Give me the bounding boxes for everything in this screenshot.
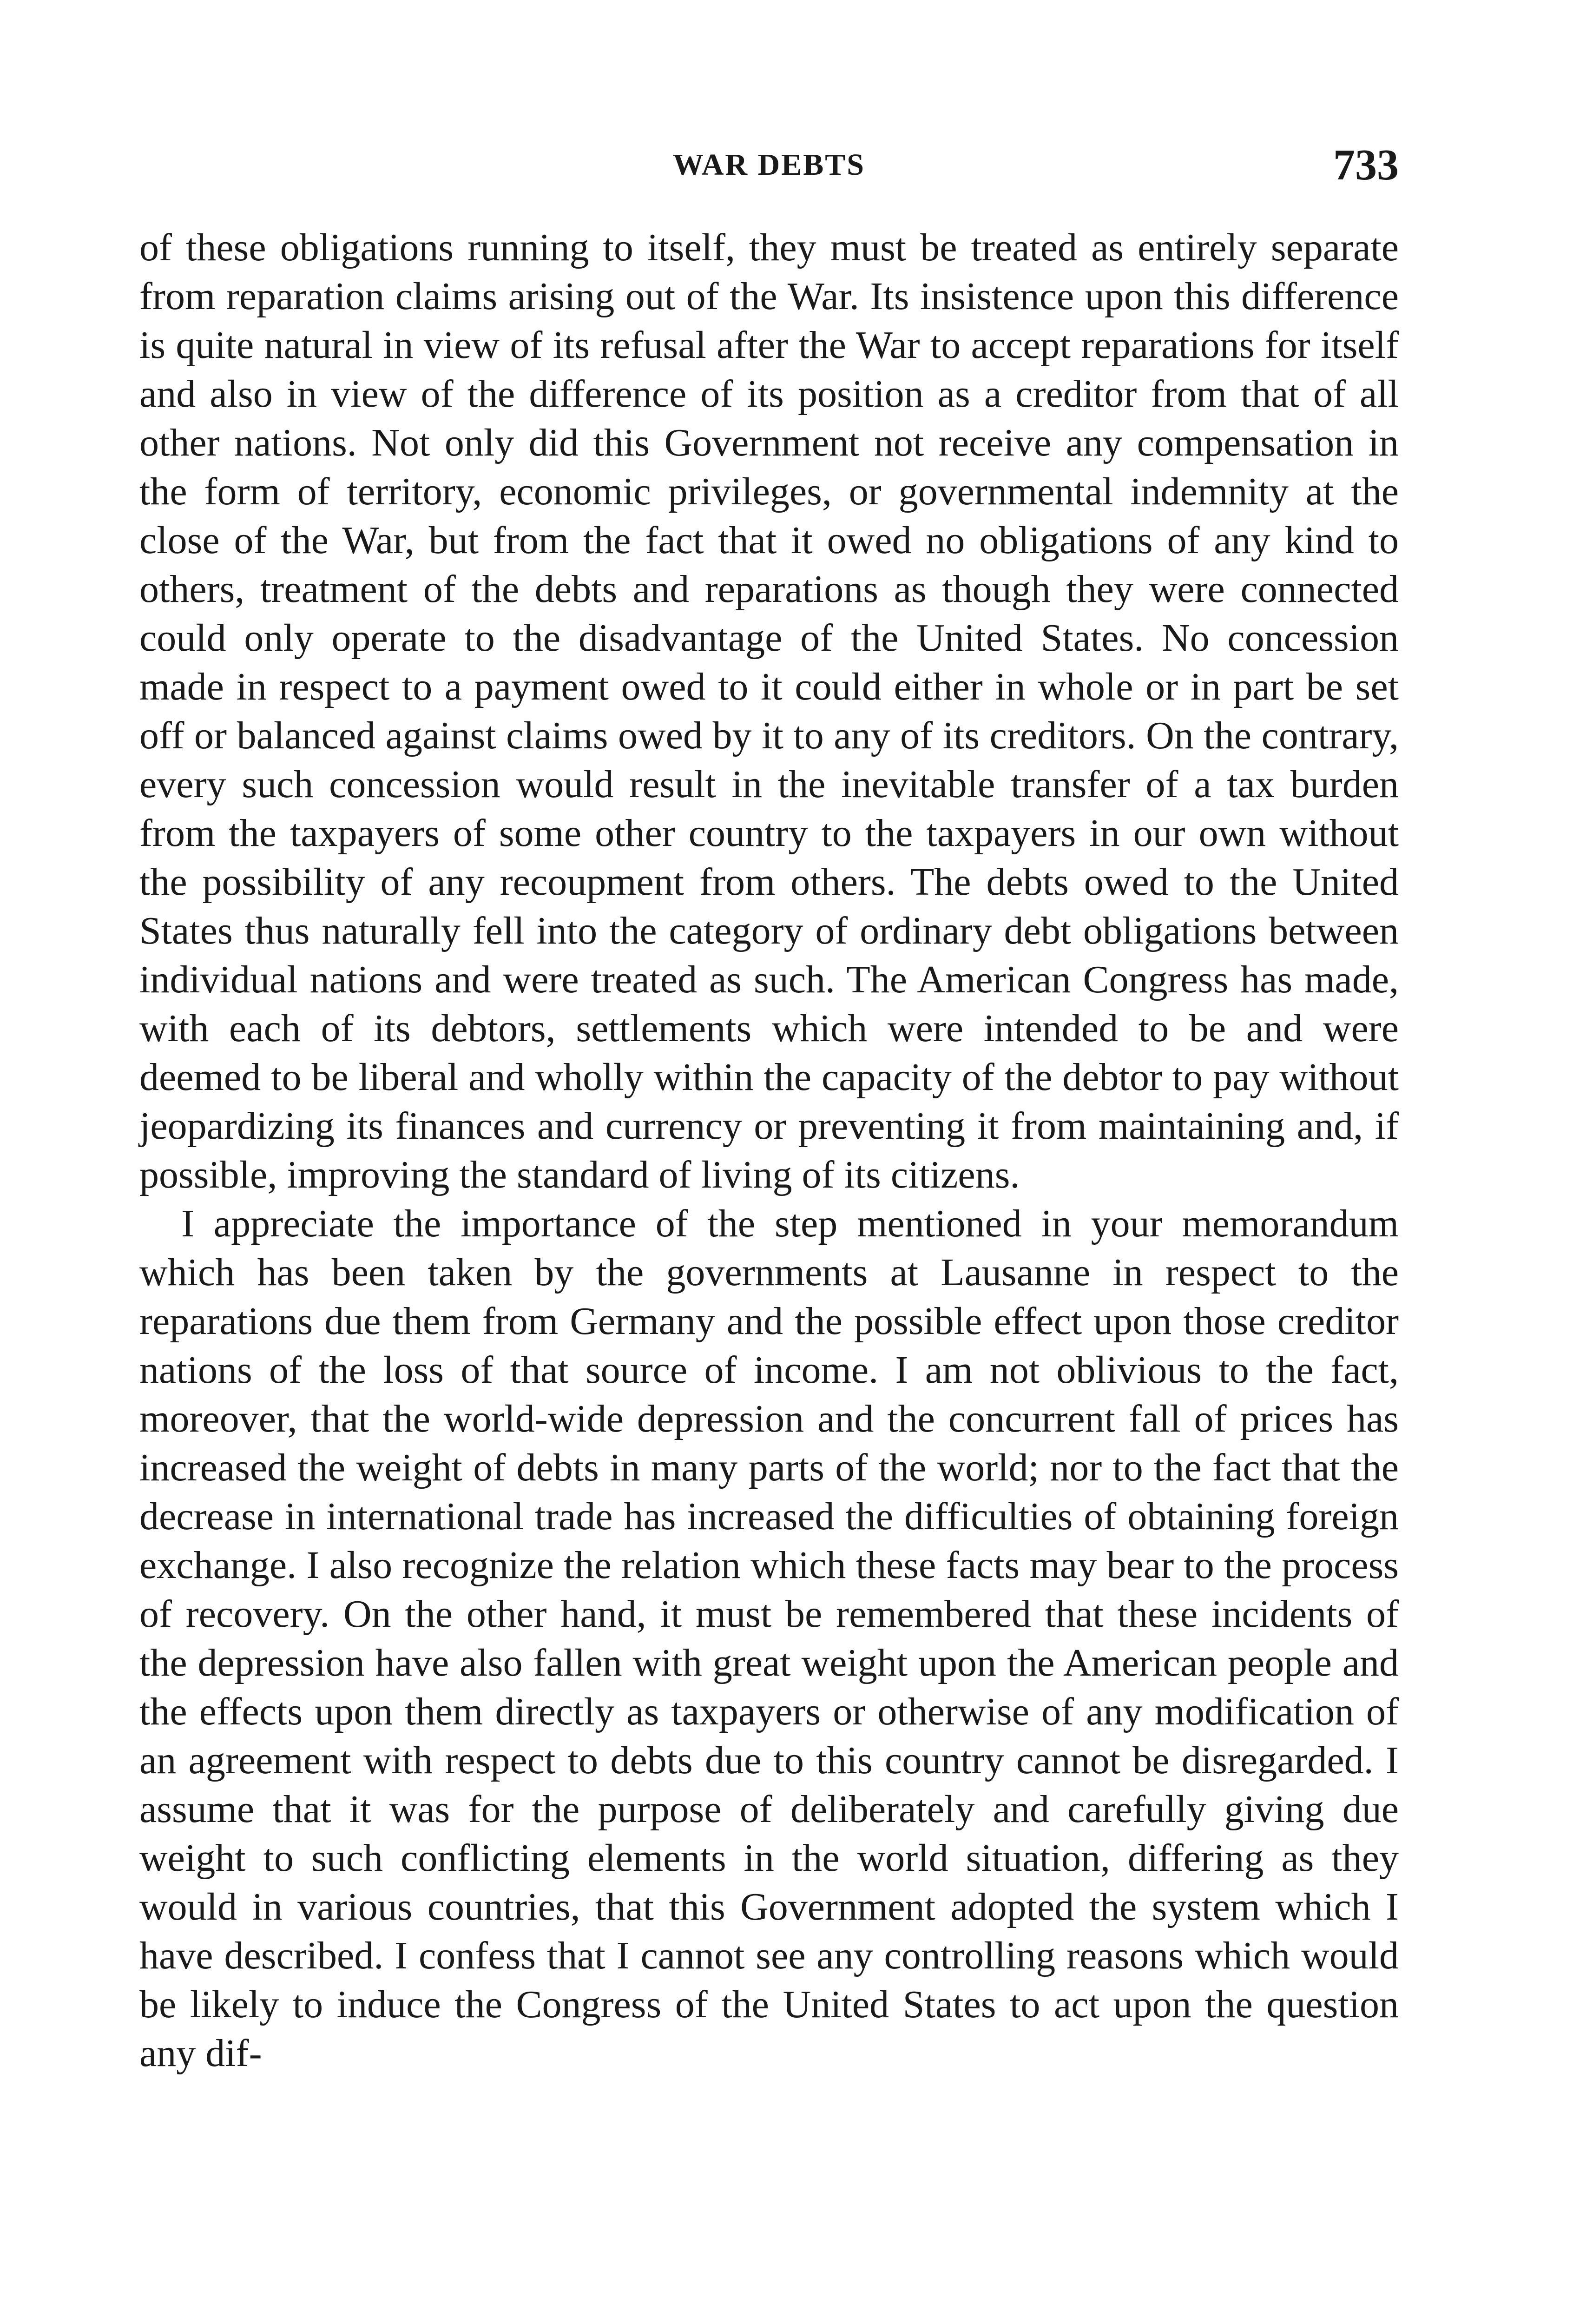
running-header [139,139,1399,191]
paragraph: I appreciate the importance of the step mentioned in your memorandum which has been taken by the governments at Lausanne in respect to the reparations due them from Germany and the possible effect upon those creditor nations of the loss of that source of income. I am not oblivious to the fact, moreover, that the world-wide depression and the concurrent fall of prices has increased the weight of debts in many parts of the world; nor to the fact that the decrease in international trade has increased the difficulties of obtaining foreign exchange. I also recognize the relation which these facts may bear to the process of recovery. On the other hand, it must be remembered that these incidents of the depression have also fallen with great weight upon the American people and the effects upon them directly as taxpayers or otherwise of any modification of an agreement with respect to debts due to this country cannot be disregarded. I assume that it was for the purpose of deliberately and carefully giving due weight to such conflicting elements in the world situation, differing as they would in various countries, that this Government adopted the system which I have described. I confess that I cannot see any controlling reasons which would be likely to induce the Congress of the United States to act upon the question any dif- [139,1202,1399,2075]
running-title: WAR DEBTS [673,148,865,182]
paragraph-continuation: of these obligations running to itself, they must be treated as entirely separate from reparation claims arising out of the War. Its insistence upon this difference is quite natural in view of its refusal after the War to accept reparations for itself and also in view of the difference of its position as a creditor from that of all other nations. Not only did this Government not receive any compensation in the form of territory, economic privileges, or governmental indemnity at the close of the War, but from the fact that it owed no obligations of any kind to others, treatment of the debts and reparations as though they were connected could only operate to the disadvantage of the United States. No concession made in respect to a payment owed to it could either in whole or in part be set off or balanced against claims owed by it to any of its creditors. On the contrary, every such concession would result in the inevitable transfer of a tax burden from the taxpayers of some other country to the taxpayers in our own without the possibility of any recoupment from others. The debts owed to the United States thus naturally fell into the category of ordinary debt obligations between individual nations and were treated as such. The American Congress has made, with each of its debtors, settlements which were intended to be and were deemed to be liberal and wholly within the capacity of the debtor to pay without jeopardizing its finances and currency or preventing it from maintaining and, if possible, improving the standard of living of its citizens. [139,226,1399,1196]
body-text [139,223,1399,2078]
page-number: 733 [1333,141,1399,189]
